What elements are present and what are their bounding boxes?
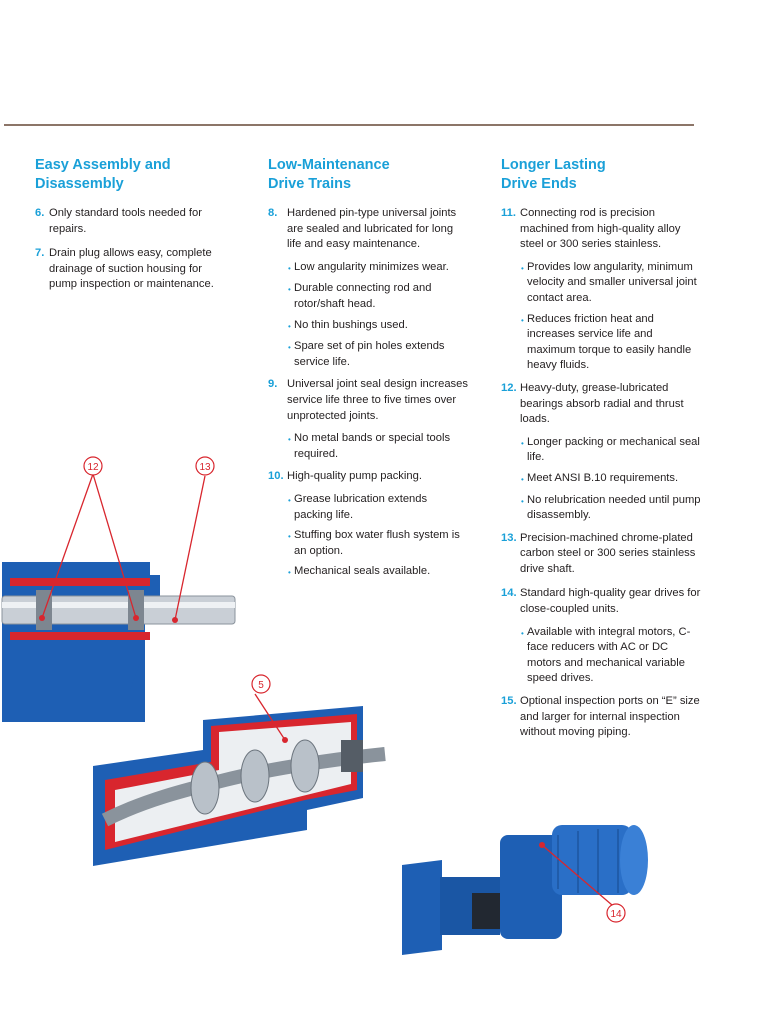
sub-bullet bbox=[521, 312, 701, 374]
item-text: Universal joint seal design increases service life three to five times over unprotected joints. bbox=[287, 378, 468, 422]
bullet-icon: • bbox=[521, 263, 524, 273]
callout-label-14: 14 bbox=[610, 909, 622, 920]
feature-item bbox=[35, 206, 230, 237]
bullet-icon: • bbox=[521, 474, 524, 484]
sub-bullet-text: Stuffing box water flush system is an option. bbox=[294, 529, 460, 557]
column-heading bbox=[501, 156, 701, 194]
feature-item bbox=[35, 246, 230, 293]
sub-bullet bbox=[288, 339, 468, 370]
feature-item bbox=[501, 206, 701, 253]
gear-drive-motor-illustration bbox=[402, 805, 662, 965]
sub-bullet-text: Grease lubrication extends packing life. bbox=[294, 492, 428, 521]
sub-bullet-text: Low angularity minimizes wear. bbox=[294, 260, 449, 273]
item-text: Precision-machined chrome-plated carbon steel or 300 series stainless drive shaft. bbox=[520, 531, 696, 575]
sub-bullet bbox=[288, 260, 468, 277]
sub-bullet bbox=[288, 281, 468, 312]
item-text: High-quality pump packing. bbox=[287, 470, 422, 483]
feature-item bbox=[501, 531, 701, 578]
feature-item bbox=[501, 586, 701, 617]
sub-bullet-text: Provides low angularity, minimum velocity and smaller universal joint contact area. bbox=[527, 260, 697, 304]
bullet-icon: • bbox=[288, 495, 291, 505]
item-text: Drain plug allows easy, complete drainage of suction housing for pump inspection or maintenance. bbox=[49, 247, 214, 291]
bullet-icon: • bbox=[288, 263, 291, 273]
sub-bullet-text: Durable connecting rod and rotor/shaft head. bbox=[294, 282, 432, 310]
callout-label-13: 13 bbox=[199, 462, 211, 473]
feature-group bbox=[268, 206, 468, 370]
sub-bullet bbox=[288, 528, 468, 559]
motor-fan-cover-shape bbox=[620, 825, 648, 895]
feature-item bbox=[268, 469, 468, 485]
item-number: 14. bbox=[501, 587, 517, 600]
cutaway-red-bottom bbox=[10, 632, 150, 640]
sub-bullet bbox=[521, 260, 701, 307]
sub-bullet-text: Longer packing or mechanical seal life. bbox=[527, 435, 700, 464]
item-number: 9. bbox=[268, 378, 278, 391]
item-text: Optional inspection ports on “E” size and larger for internal inspection without moving piping. bbox=[520, 695, 700, 739]
sub-bullet bbox=[521, 471, 701, 488]
rotor-flight-shape bbox=[241, 750, 269, 802]
suction-housing-cutaway-illustration bbox=[85, 670, 405, 870]
callout-dot bbox=[282, 737, 288, 743]
rotor-flight-shape bbox=[291, 740, 319, 792]
heading-line-2: Drive Trains bbox=[268, 176, 352, 192]
sub-bullet bbox=[521, 435, 701, 466]
bullet-icon: • bbox=[288, 321, 291, 331]
feature-item bbox=[268, 377, 468, 424]
item-number: 12. bbox=[501, 381, 517, 394]
feature-item bbox=[501, 381, 701, 428]
column-easy-assembly bbox=[35, 156, 230, 302]
bullet-icon: • bbox=[288, 568, 291, 578]
sub-bullet-text: No relubrication needed until pump disassembly. bbox=[527, 493, 701, 522]
feature-item bbox=[501, 694, 701, 741]
callout-dot bbox=[539, 842, 545, 848]
item-number: 8. bbox=[268, 207, 278, 219]
item-number: 11. bbox=[501, 207, 516, 219]
callout-label-12: 12 bbox=[87, 462, 99, 473]
bullet-icon: • bbox=[521, 438, 524, 448]
sub-bullet bbox=[288, 431, 468, 462]
feature-group bbox=[268, 469, 468, 581]
column-low-maintenance bbox=[268, 156, 468, 588]
item-number: 13. bbox=[501, 531, 517, 544]
item-number: 15. bbox=[501, 695, 517, 708]
sub-bullet-text: Meet ANSI B.10 requirements. bbox=[527, 471, 679, 484]
heading-line-1: Low-Maintenance bbox=[268, 157, 390, 173]
feature-group bbox=[501, 206, 701, 374]
bullet-icon: • bbox=[521, 628, 524, 638]
sub-bullet bbox=[521, 625, 701, 687]
item-number: 7. bbox=[35, 247, 45, 260]
sub-bullet-text: Reduces friction heat and increases service life and maximum torque to easily handle heavy fluids. bbox=[527, 312, 692, 372]
feature-group bbox=[501, 586, 701, 687]
sub-bullet bbox=[288, 492, 468, 523]
feature-item bbox=[268, 206, 468, 253]
column-heading bbox=[268, 156, 468, 194]
sub-bullet bbox=[288, 564, 468, 581]
feature-group bbox=[501, 694, 701, 741]
sub-bullet-text: Available with integral motors, C-face reducers with AC or DC motors and mechanical variable speed drives. bbox=[527, 625, 691, 685]
feature-group bbox=[501, 381, 701, 524]
callout-dot bbox=[133, 615, 139, 621]
heading-line-2: Disassembly bbox=[35, 176, 124, 192]
callout-dot bbox=[172, 617, 178, 623]
bullet-icon: • bbox=[288, 285, 291, 295]
item-text: Connecting rod is precision machined from high-quality alloy steel or 300 series stainless. bbox=[520, 207, 681, 251]
sub-bullet-text: No metal bands or special tools required. bbox=[294, 432, 451, 460]
pump-flange-shape bbox=[402, 860, 442, 955]
rotor-flight-shape bbox=[191, 762, 219, 814]
heading-line-1: Easy Assembly and bbox=[35, 157, 171, 173]
sub-bullet bbox=[521, 493, 701, 524]
bullet-icon: • bbox=[521, 315, 524, 325]
column-heading bbox=[35, 156, 230, 194]
sub-bullet-text: No thin bushings used. bbox=[294, 318, 408, 331]
sub-bullet bbox=[288, 318, 468, 335]
callout-label-5: 5 bbox=[258, 680, 264, 691]
callout-dot bbox=[39, 615, 45, 621]
bullet-icon: • bbox=[521, 496, 524, 506]
item-text: Standard high-quality gear drives for close-coupled units. bbox=[520, 587, 701, 616]
item-text: Only standard tools needed for repairs. bbox=[49, 207, 202, 235]
sub-bullet-text: Mechanical seals available. bbox=[294, 565, 431, 578]
bullet-icon: • bbox=[288, 532, 291, 542]
heading-line-1: Longer Lasting bbox=[501, 157, 606, 173]
top-divider-rule bbox=[4, 124, 694, 126]
item-text: Hardened pin-type universal joints are sealed and lubricated for long life and easy maintenance. bbox=[287, 207, 457, 251]
feature-group bbox=[501, 531, 701, 578]
item-number: 10. bbox=[268, 470, 284, 483]
cutaway-red-top bbox=[10, 578, 150, 586]
heading-line-2: Drive Ends bbox=[501, 176, 577, 192]
coupling-opening-shape bbox=[472, 893, 502, 929]
sub-bullet-text: Spare set of pin holes extends service life. bbox=[294, 340, 445, 368]
feature-group bbox=[268, 377, 468, 462]
item-number: 6. bbox=[35, 207, 45, 219]
bearing-right-shape bbox=[128, 590, 144, 630]
bullet-icon: • bbox=[288, 435, 291, 445]
column-longer-lasting bbox=[501, 156, 701, 750]
bullet-icon: • bbox=[288, 343, 291, 353]
joint-seal-shape bbox=[341, 740, 363, 772]
item-text: Heavy-duty, grease-lubricated bearings absorb radial and thrust loads. bbox=[520, 381, 684, 426]
